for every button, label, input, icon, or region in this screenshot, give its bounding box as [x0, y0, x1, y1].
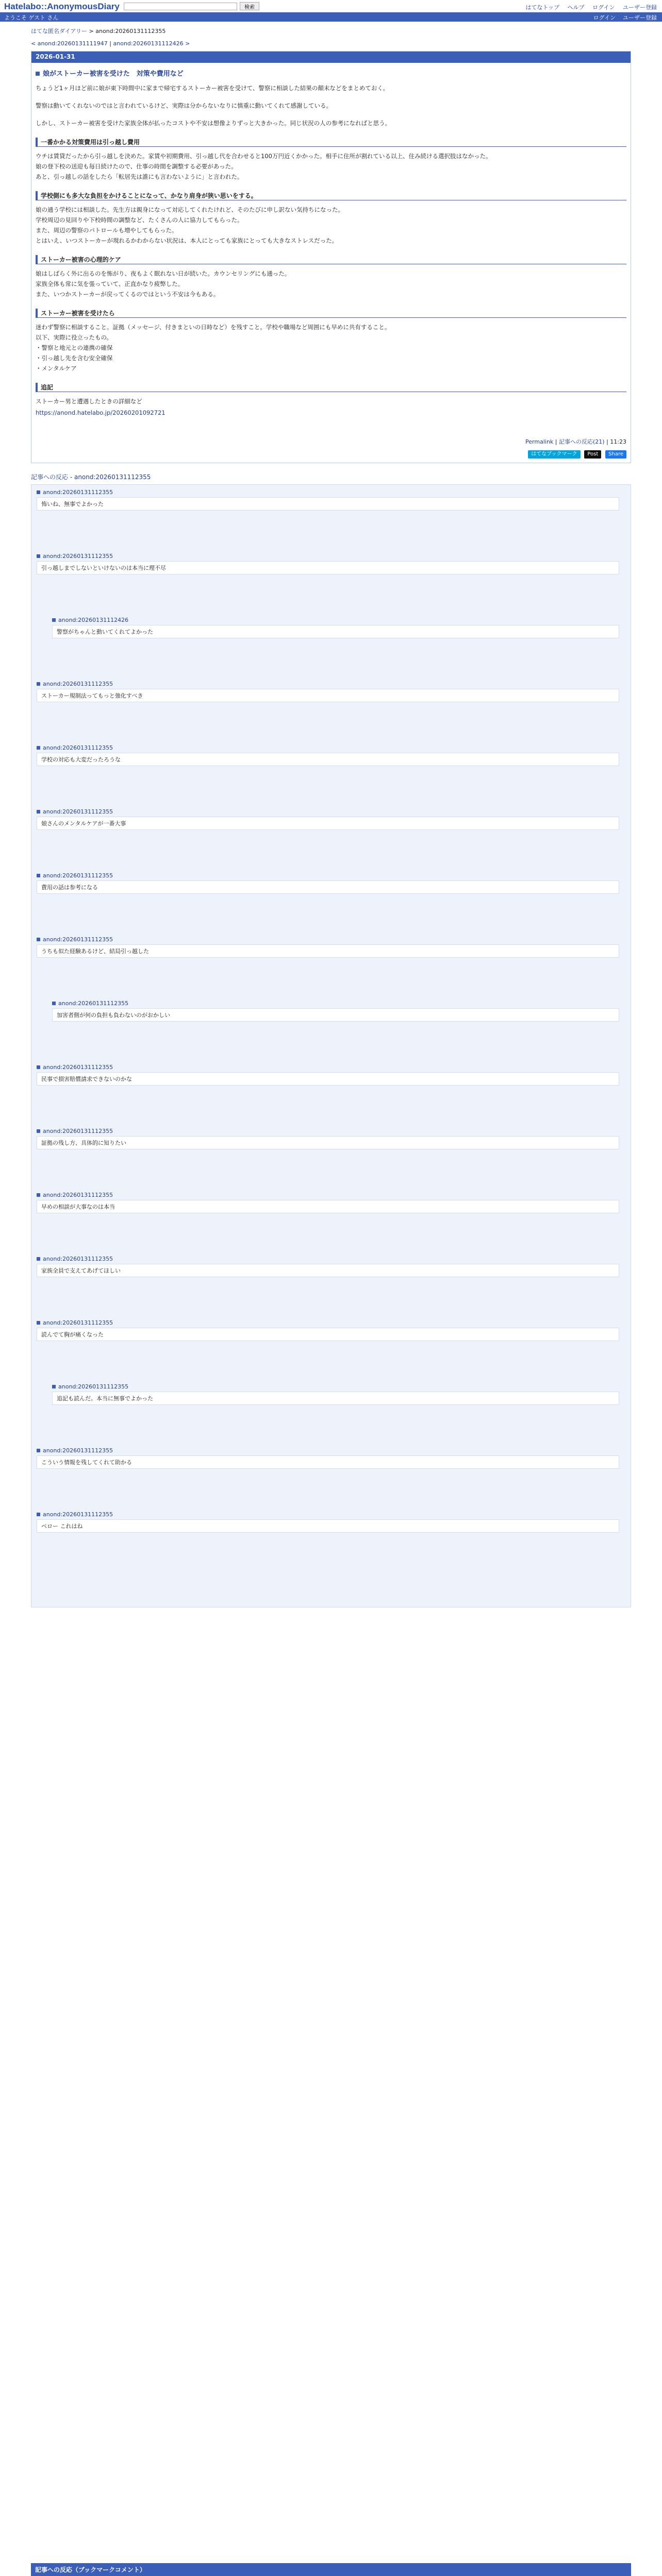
item-marker-icon	[37, 682, 40, 686]
hatena-bookmark-button[interactable]: はてなブックマーク	[528, 450, 580, 459]
register-link[interactable]: ユーザー登録	[623, 14, 657, 21]
next-entry-link[interactable]: anond:20260131112426 >	[113, 40, 190, 47]
trackback-heading: 記事への反応 - anond:20260131112355	[31, 473, 151, 481]
share-button[interactable]: Share	[605, 450, 626, 459]
trackback-item	[37, 1064, 619, 1086]
prev-entry-link[interactable]: < anond:20260131111947	[31, 40, 108, 47]
trackback-item	[52, 1383, 619, 1405]
trackback-item	[37, 808, 619, 830]
item-marker-icon	[37, 1513, 40, 1516]
trackback-body: 民事で損害賠償請求できないのかな	[37, 1072, 619, 1086]
intro-paragraph: ちょうど1ヶ月ほど前に娘が東下時間中に家まで帰宅するストーカー被害を受けて、警察に相談した結果の顛末などをまとめておく。	[36, 84, 389, 92]
top-link[interactable]: ユーザー登録	[623, 4, 657, 11]
trackback-item	[37, 1511, 619, 1533]
item-marker-icon	[37, 1449, 40, 1452]
item-marker-icon	[52, 1385, 56, 1388]
trackback-body: 追記も読んだ。本当に無事でよかった	[52, 1392, 619, 1405]
trackback-link[interactable]: anond:20260131112355	[43, 1128, 113, 1134]
trackback-item	[37, 1447, 619, 1469]
trackback-link[interactable]: anond:20260131112355	[43, 681, 113, 687]
site-logo[interactable]: Hatelabo::AnonymousDiary	[4, 2, 120, 11]
user-bar	[0, 12, 662, 22]
item-marker-icon	[37, 490, 40, 494]
trackback-body: 費用の話は参考になる	[37, 880, 619, 894]
trackback-body: 証拠の残し方、具体的に知りたい	[37, 1136, 619, 1149]
section-text: 娘はしばらく外に出るのを怖がり、夜もよく眠れない日が続いた。カウンセリングにも通った。 家族全体も常に気を張っていて、正直かなり疲弊した。 また、いつかストーカーが戻ってくるのではという不安は今もある。	[36, 270, 291, 298]
trackback-body: 家族全員で支えてあげてほしい	[37, 1264, 619, 1277]
title-marker-icon	[36, 72, 40, 76]
trackback-body: 引っ越しまでしないといけないのは本当に理不尽	[37, 561, 619, 574]
trackback-body: 加害者側が何の負担も負わないのがおかしい	[52, 1008, 619, 1022]
article-body	[31, 63, 631, 428]
trackback-item	[37, 1319, 619, 1341]
section-heading: 学校側にも多大な負担をかけることになって、かなり肩身が狭い思いをする。	[36, 191, 626, 200]
permalink[interactable]: Permalink	[525, 438, 554, 445]
footnote-text: ストーカー男と遭遇したときの詳細など	[36, 398, 142, 405]
trackback-item	[37, 744, 619, 766]
item-marker-icon	[37, 1129, 40, 1133]
trackback-body: 学校の対応も大変だったろうな	[37, 753, 619, 766]
trackback-link[interactable]: 記事への反応(21)	[559, 438, 605, 445]
entry-nav	[0, 37, 662, 51]
item-marker-icon	[37, 874, 40, 877]
item-marker-icon	[37, 938, 40, 941]
share-bar	[31, 448, 631, 463]
trackback-link[interactable]: anond:20260131112355	[43, 744, 113, 751]
post-button[interactable]: Post	[584, 450, 601, 459]
top-link[interactable]: ヘルプ	[567, 4, 585, 11]
trackback-link[interactable]: anond:20260131112355	[43, 1256, 113, 1262]
bookmark-heading: 記事への反応（ブックマークコメント）	[31, 2563, 631, 2576]
trackback-body: 娘さんのメンタルケアが一番大事	[37, 817, 619, 830]
top-links	[519, 3, 657, 11]
trackback-item	[37, 553, 619, 574]
item-marker-icon	[37, 1193, 40, 1197]
intro-paragraph: しかし、ストーカー被害を受けた家族全体が払ったコストや不安は想像よりずっと大きかった。同じ状況の人の参考になればと思う。	[36, 120, 391, 127]
breadcrumb: はてな匿名ダイアリー > anond:20260131112355	[31, 28, 166, 35]
top-link[interactable]: ログイン	[592, 4, 615, 11]
article-date: 2026-01-31	[31, 52, 631, 63]
trackback-body: 読んでて胸が痛くなった	[37, 1328, 619, 1341]
trackback-body: うちも似た経験あるけど、結局引っ越した	[37, 944, 619, 958]
trackback-link[interactable]: anond:20260131112355	[43, 1511, 113, 1518]
trackback-link[interactable]: anond:20260131112355	[43, 1192, 113, 1198]
trackback-list	[31, 484, 631, 1607]
nav-separator: |	[109, 40, 112, 47]
trackback-body: こういう情報を残してくれて助かる	[37, 1455, 619, 1469]
trackback-item	[37, 681, 619, 702]
trackback-link[interactable]: anond:20260131112355	[58, 1383, 129, 1390]
article	[31, 51, 631, 463]
welcome-text: ようこそ ゲスト さん	[4, 14, 59, 21]
post-time: 11:23	[610, 438, 626, 445]
trackback-link[interactable]: anond:20260131112355	[43, 489, 113, 496]
article-title-link[interactable]: 娘がストーカー被害を受けた 対策や費用など	[43, 70, 184, 78]
trackback-link[interactable]: anond:20260131112355	[43, 872, 113, 879]
site-header	[0, 0, 662, 12]
login-link[interactable]: ログイン	[593, 14, 616, 21]
breadcrumb-current: anond:20260131112355	[95, 28, 166, 35]
trackback-body: 警察がちゃんと動いてくれてよかった	[52, 625, 619, 638]
trackback-item	[37, 1128, 619, 1149]
article-title	[36, 68, 626, 78]
section-heading: ストーカー被害を受けたら	[36, 309, 626, 318]
footnote-link[interactable]: https://anond.hatelabo.jp/20260201092721	[36, 409, 166, 416]
trackback-item	[52, 617, 619, 638]
item-marker-icon	[52, 618, 56, 622]
item-marker-icon	[37, 1321, 40, 1325]
trackback-link[interactable]: anond:20260131112355	[43, 553, 113, 560]
breadcrumb-parent[interactable]: はてな匿名ダイアリー	[31, 28, 88, 35]
trackback-link[interactable]: anond:20260131112355	[43, 1064, 113, 1071]
search-input[interactable]	[124, 3, 237, 10]
trackback-link[interactable]: anond:20260131112355	[43, 936, 113, 943]
footnote-heading: 追記	[36, 383, 626, 392]
trackback-item	[37, 1256, 619, 1277]
trackback-item	[52, 1000, 619, 1022]
trackback-body: 怖いね、無事でよかった	[37, 497, 619, 511]
trackback-item	[37, 1192, 619, 1213]
top-link[interactable]: はてなトップ	[525, 4, 560, 11]
trackback-body: ストーカー規制法ってもっと強化すべき	[37, 689, 619, 702]
trackback-link[interactable]: anond:20260131112355	[43, 1319, 113, 1326]
trackback-item	[37, 872, 619, 894]
section-text: ウチは賃貸だったから引っ越しを決めた。家賃や初期費用、引っ越し代を合わせると100万円近くかかった。相手に住所が割れている以上、住み続ける選択肢はなかった。 娘の登下校の送迎も毎日続けたので、仕事の時間を調整する必要があった。 あと、引っ越しの話をしたら「転居先は誰にも言わないように」と言われた。	[36, 152, 492, 180]
trackback-body: ペロー これはね	[37, 1519, 619, 1533]
search-button[interactable]: 検索	[240, 2, 259, 10]
item-marker-icon	[37, 1257, 40, 1261]
item-marker-icon	[37, 746, 40, 750]
item-marker-icon	[37, 1065, 40, 1069]
section-heading: 一番かかる対策費用は引っ越し費用	[36, 138, 626, 147]
section-heading: ストーカー被害の心理的ケア	[36, 255, 626, 264]
trackback-item	[37, 489, 619, 511]
item-marker-icon	[52, 1002, 56, 1005]
intro-paragraph: 警察は動いてくれないのではと言われているけど、実際は分からないなりに慎重に動いてくれて感謝している。	[36, 102, 332, 109]
section-text: 娘の通う学校には相談した。先生方は親身になって対応してくれたけれど、そのたびに申し訳ない気持ちになった。 学校周辺の見回りや下校時間の調整など、たくさんの人に協力してもらった。 また、周辺の警察のパトロールも増やしてもらった。 とはいえ、いつストーカーが現れるかわからない状況は、本人にとっても家族にとっても大きなストレスだった。	[36, 206, 344, 244]
trackback-link[interactable]: anond:20260131112355	[43, 1447, 113, 1454]
item-marker-icon	[37, 554, 40, 558]
trackback-item	[37, 936, 619, 958]
item-marker-icon	[37, 810, 40, 814]
trackback-body: 早めの相談が大事なのは本当	[37, 1200, 619, 1213]
trackback-link[interactable]: anond:20260131112426	[58, 617, 129, 623]
trackback-link[interactable]: anond:20260131112355	[43, 808, 113, 815]
trackback-link[interactable]: anond:20260131112355	[58, 1000, 129, 1007]
article-meta: Permalink | 記事への反応(21) | 11:23	[525, 438, 626, 445]
section-text: 迷わず警察に相談すること。証拠（メッセージ、付きまといの日時など）を残すこと。学校や職場など周囲にも早めに共有すること。 以下、実際に役立ったもの。 ・警察と地元との連携の確保 ・引っ越し先を含む安全確保 ・メンタルケア	[36, 324, 391, 372]
